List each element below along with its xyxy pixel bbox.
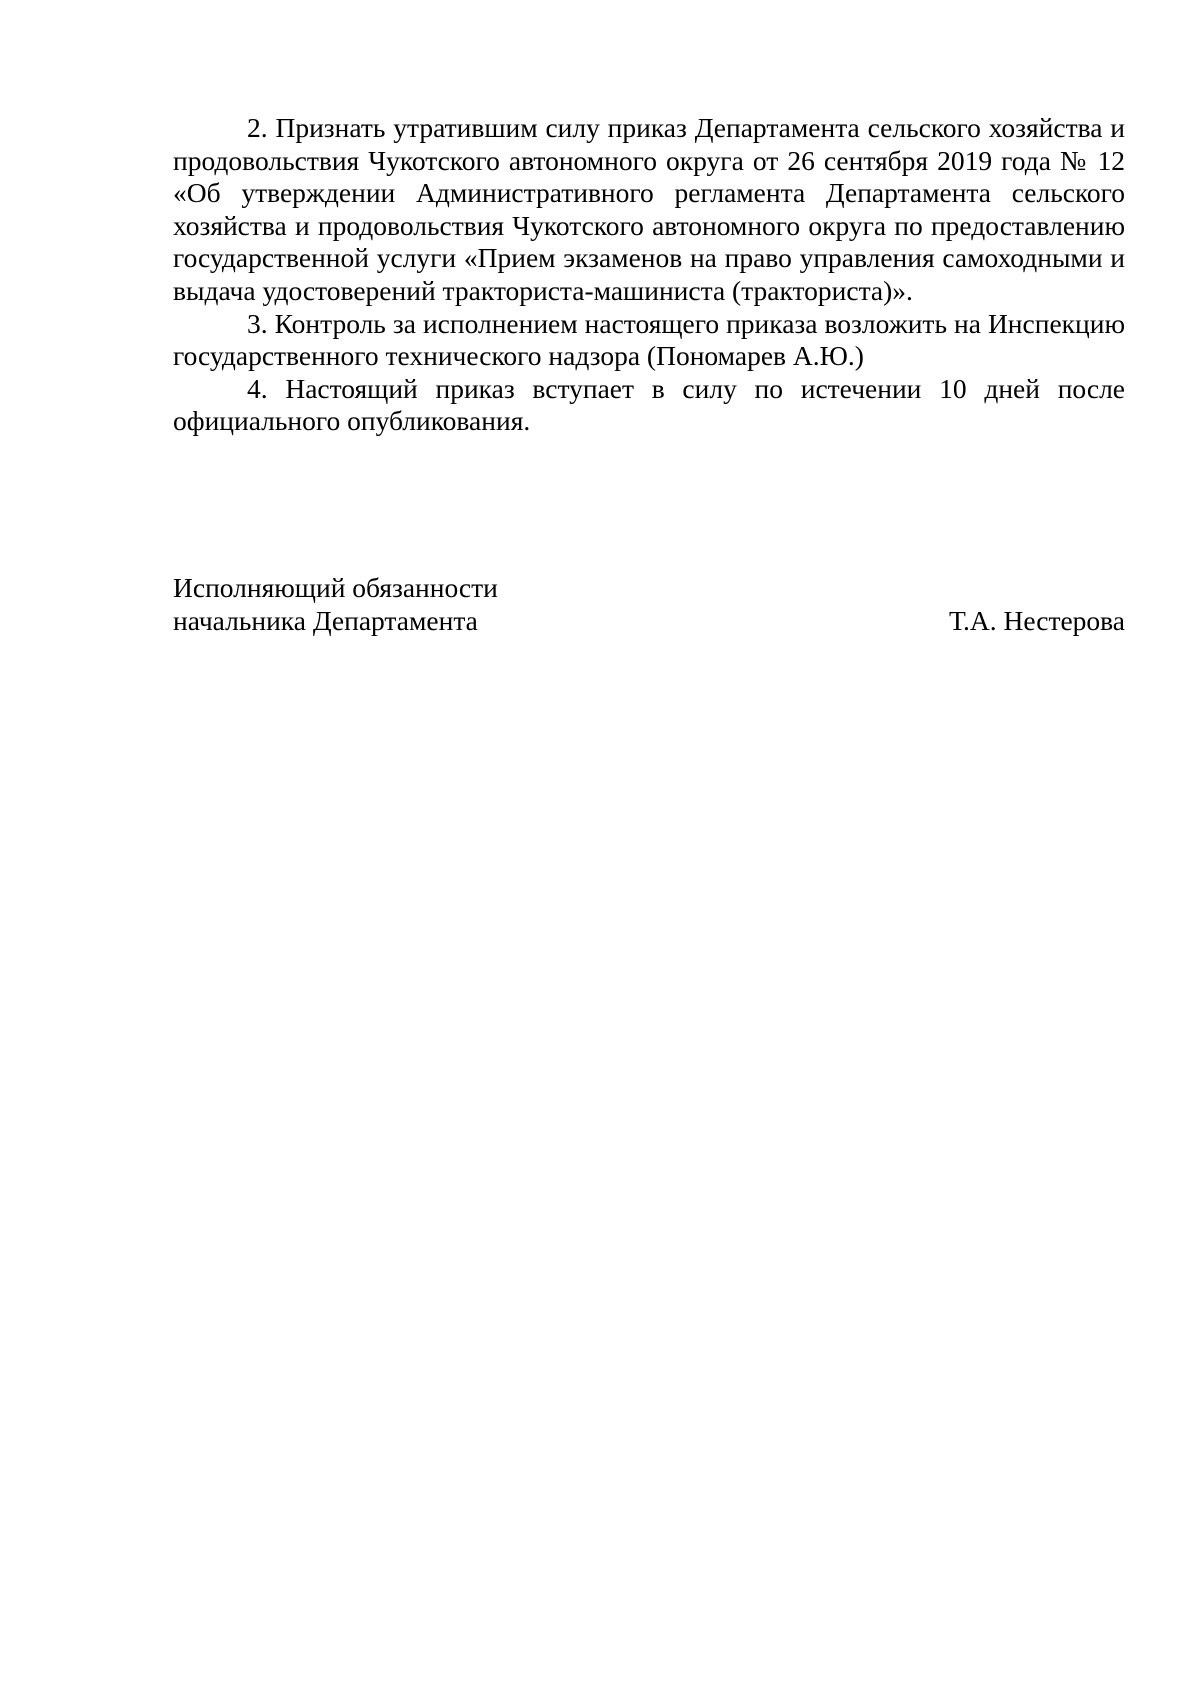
signature-line-2 xyxy=(173,604,1125,637)
signature-block xyxy=(173,571,1125,637)
paragraph-4-effective: 4. Настоящий приказ вступает в силу по истечении 10 дней после официального опубликования. xyxy=(173,372,1125,437)
signer-name: Т.А. Нестерова xyxy=(948,605,1125,636)
paragraph-2-repeal: 2. Признать утратившим силу приказ Департамента сельского хозяйства и продовольствия Чукотского автономного округа от 26 сентября 2019 года № 12 «Об утверждении Административного регламента Департамента сельского хозяйства и продовольствия Чукотского автономного округа по предоставлению государственной услуги «Прием экзаменов на право управления самоходными и выдача удостоверений тракториста-машиниста (тракториста)». xyxy=(173,112,1125,306)
paragraph-3-control: 3. Контроль за исполнением настоящего приказа возложить на Инспекцию государственного технического надзора (Пономарев А.Ю.) xyxy=(173,307,1125,372)
order-body xyxy=(173,112,1125,438)
signer-position-line-2: начальника Департамента xyxy=(173,605,478,636)
signer-position-line-1: Исполняющий обязанности xyxy=(173,572,498,603)
signature-line-1 xyxy=(173,571,1125,604)
